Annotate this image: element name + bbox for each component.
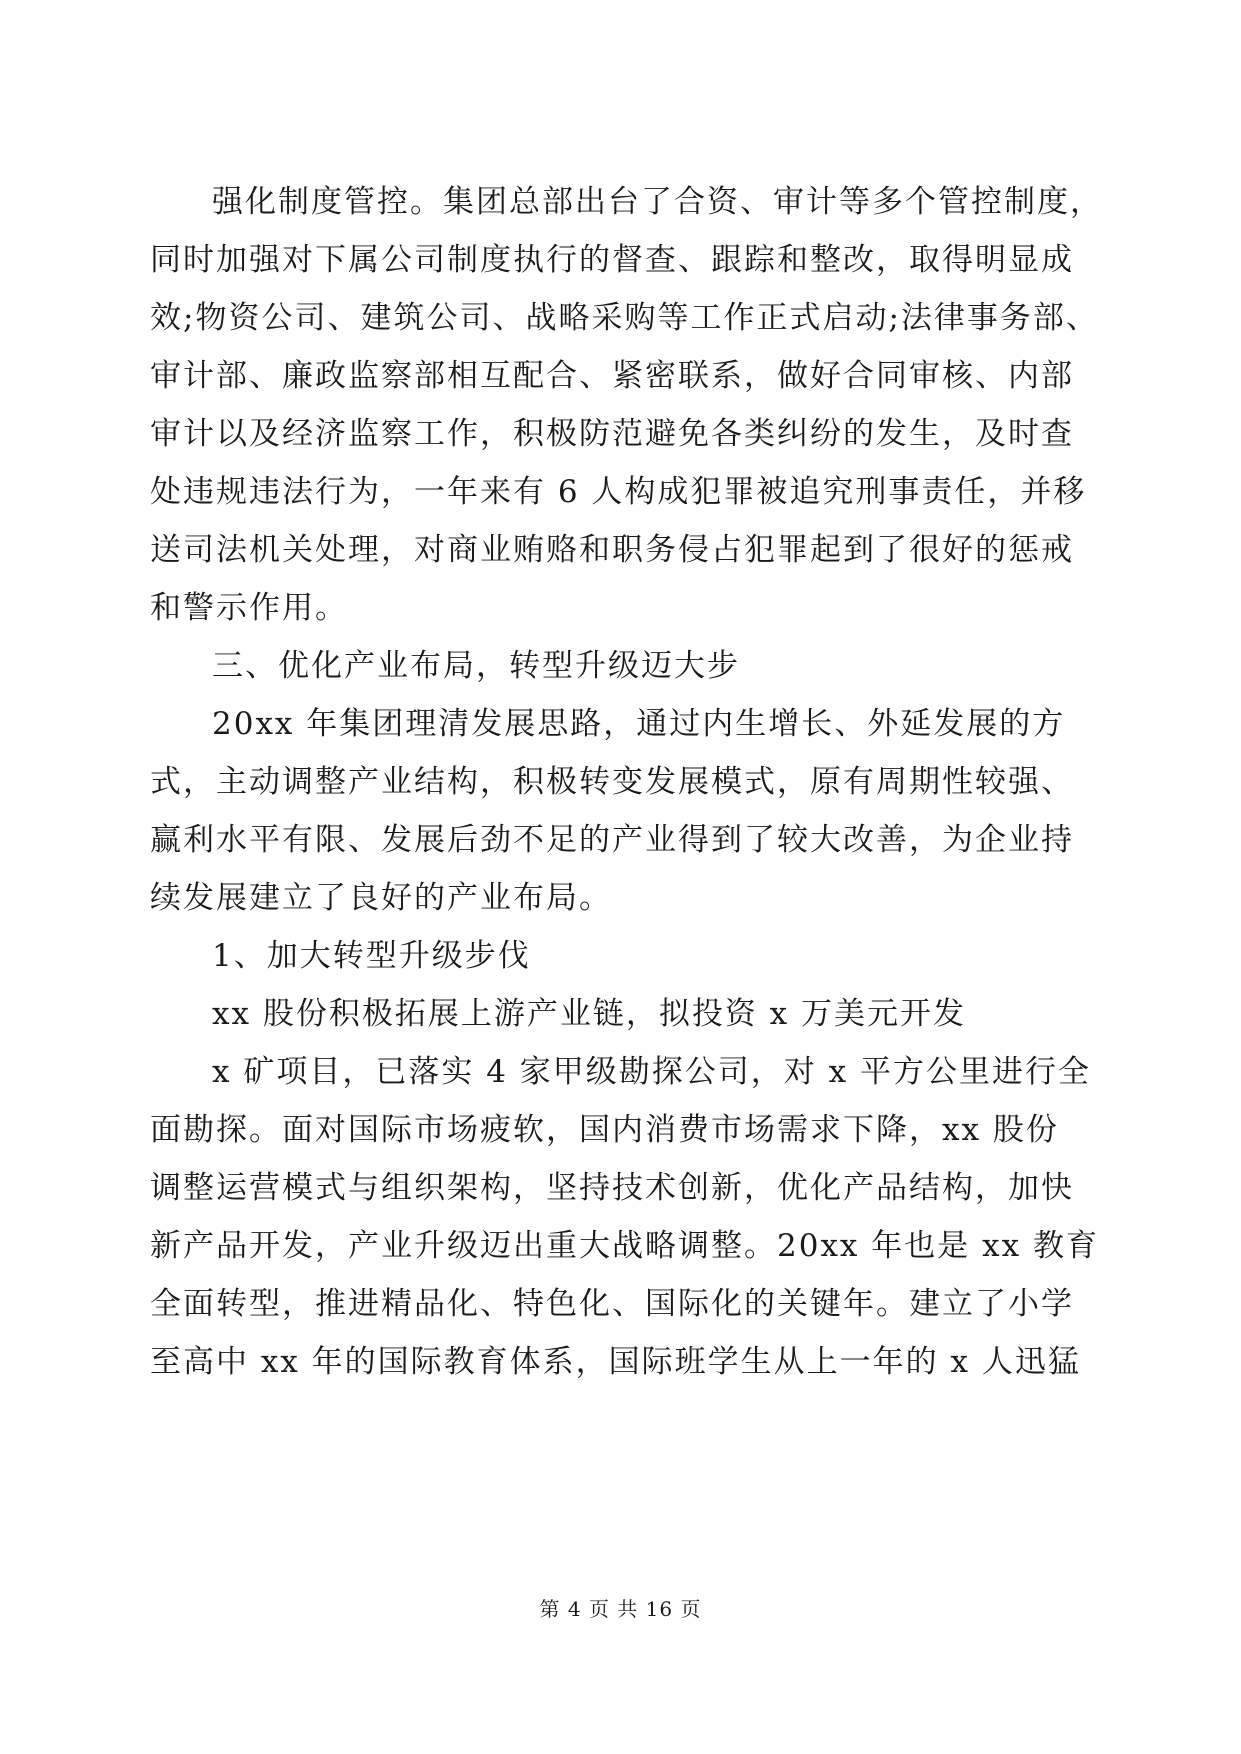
- text-line: 审计部、廉政监察部相互配合、紧密联系，做好合同审核、内部: [150, 358, 1074, 394]
- text-line: 和警示作用。: [150, 590, 348, 626]
- text-line: 处违规违法行为，一年来有 6 人构成犯罪被追究刑事责任，并移: [150, 474, 1087, 510]
- text-line: 全面转型，推进精品化、特色化、国际化的关键年。建立了小学: [150, 1286, 1074, 1322]
- text-line: 20xx 年集团理清发展思路，通过内生增长、外延发展的方: [212, 706, 1066, 742]
- page-number-footer: 第 4 页 共 16 页: [539, 1597, 702, 1621]
- text-line: 新产品开发，产业升级迈出重大战略调整。20xx 年也是 xx 教育: [150, 1228, 1099, 1264]
- subsection-heading: 1、加大转型升级步伐: [212, 938, 531, 974]
- text-line: 面勘探。面对国际市场疲软，国内消费市场需求下降，xx 股份: [150, 1112, 1059, 1148]
- text-line: 调整运营模式与组织架构，坚持技术创新，优化产品结构，加快: [150, 1170, 1074, 1206]
- text-line: 式，主动调整产业结构，积极转变发展模式，原有周期性较强、: [150, 764, 1074, 800]
- text-line: 赢利水平有限、发展后劲不足的产业得到了较大改善，为企业持: [150, 822, 1074, 858]
- text-line: 续发展建立了良好的产业布局。: [150, 880, 612, 916]
- text-line: x 矿项目，已落实 4 家甲级勘探公司，对 x 平方公里进行全: [212, 1054, 1091, 1090]
- text-line: 送司法机关处理，对商业贿赂和职务侵占犯罪起到了很好的惩戒: [150, 532, 1074, 568]
- text-line: 效;物资公司、建筑公司、战略采购等工作正式启动;法律事务部、: [150, 300, 1099, 336]
- text-line: 同时加强对下属公司制度执行的督查、跟踪和整改，取得明显成: [150, 242, 1074, 278]
- text-line: 审计以及经济监察工作，积极防范避免各类纠纷的发生，及时查: [150, 416, 1074, 452]
- section-heading: 三、优化产业布局，转型升级迈大步: [212, 648, 740, 684]
- text-line: 强化制度管控。集团总部出台了合资、审计等多个管控制度，: [212, 184, 1103, 220]
- text-line: xx 股份积极拓展上游产业链，拟投资 x 万美元开发: [212, 996, 967, 1032]
- text-line: 至高中 xx 年的国际教育体系，国际班学生从上一年的 x 人迅猛: [150, 1344, 1081, 1380]
